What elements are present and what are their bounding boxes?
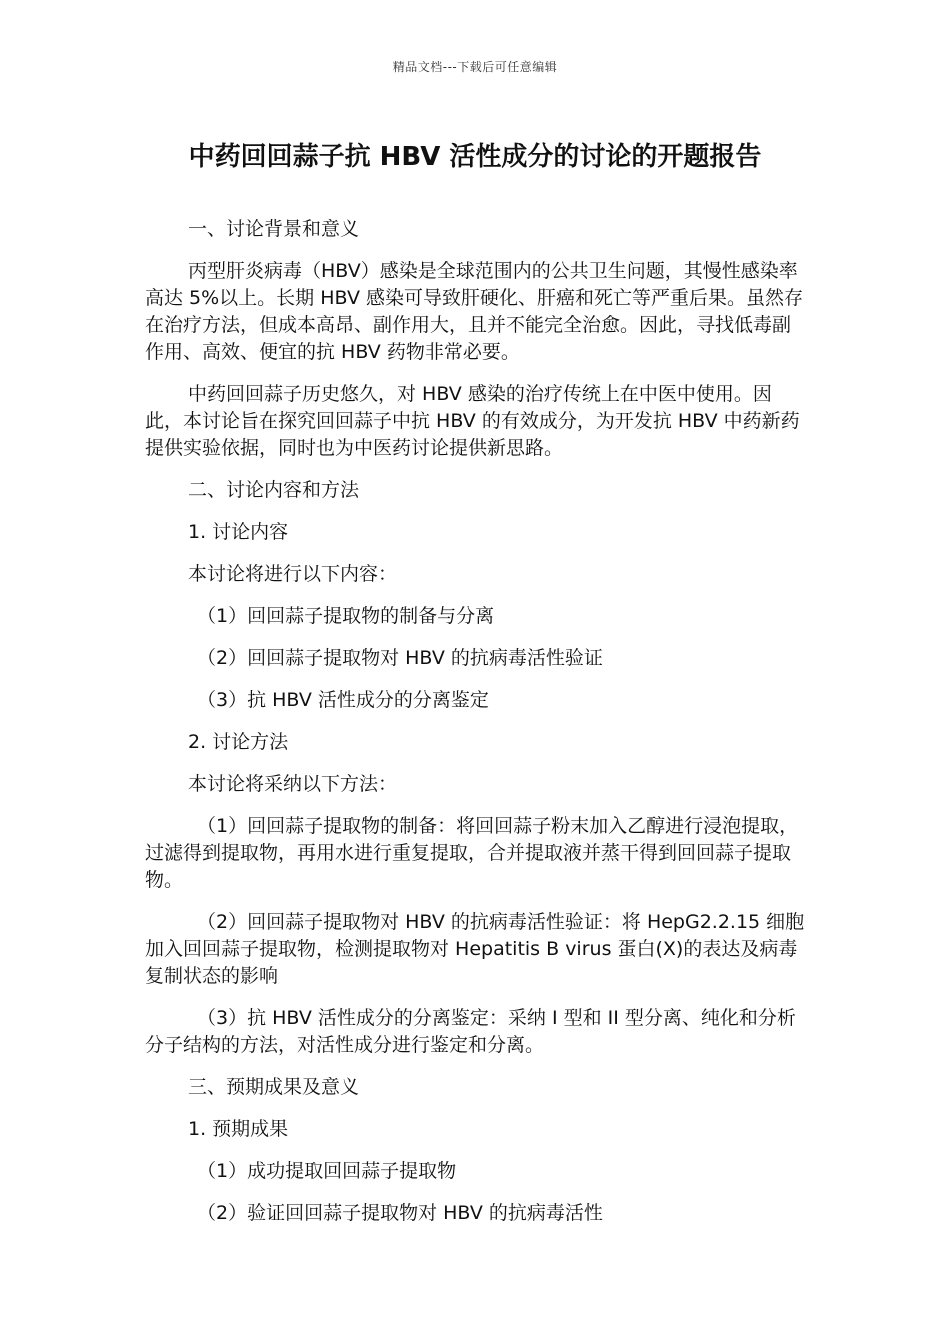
document-title: 中药回回蒜子抗 HBV 活性成分的讨论的开题报告 (188, 142, 762, 172)
document-body (145, 216, 807, 1242)
list-item: （2）回回蒜子提取物对 HBV 的抗病毒活性验证 (197, 647, 603, 669)
content-intro: 本讨论将进行以下内容： (188, 563, 398, 585)
subsection-heading-content: 1. 讨论内容 (188, 521, 289, 543)
section-heading-background: 一、讨论背景和意义 (188, 218, 360, 240)
section-heading-content-method: 二、讨论内容和方法 (188, 479, 360, 501)
section-heading-expected-results: 三、预期成果及意义 (188, 1076, 360, 1098)
method-item: （2）回回蒜子提取物对 HBV 的抗病毒活性验证：将 HepG2.2.15 细胞加入回回蒜子提取物，检测提取物对 Hepatitis B virus 蛋白(X)的表达及病毒复制状态的影响 (145, 911, 805, 987)
subsection-heading-expected: 1. 预期成果 (188, 1118, 289, 1140)
list-item: （1）成功提取回回蒜子提取物 (197, 1160, 457, 1182)
method-item: （1）回回蒜子提取物的制备：将回回蒜子粉末加入乙醇进行浸泡提取，过滤得到提取物，再用水进行重复提取，合并提取液并蒸干得到回回蒜子提取物。 (145, 815, 799, 891)
list-item: （1）回回蒜子提取物的制备与分离 (197, 605, 495, 627)
header-note: 精品文档---下载后可任意编辑 (392, 60, 558, 74)
method-intro: 本讨论将采纳以下方法： (188, 773, 398, 795)
list-item: （3）抗 HBV 活性成分的分离鉴定 (197, 689, 489, 711)
paragraph-background-2: 中药回回蒜子历史悠久，对 HBV 感染的治疗传统上在中医中使用。因此，本讨论旨在探究回回蒜子中抗 HBV 的有效成分，为开发抗 HBV 中药新药提供实验依据，同时也为中医药讨论提供新思路。 (145, 383, 800, 459)
method-item: （3）抗 HBV 活性成分的分离鉴定：采纳 I 型和 II 型分离、纯化和分析分子结构的方法，对活性成分进行鉴定和分离。 (145, 1007, 796, 1056)
list-item: （2）验证回回蒜子提取物对 HBV 的抗病毒活性 (197, 1202, 603, 1224)
subsection-heading-method: 2. 讨论方法 (188, 731, 289, 753)
paragraph-background-1: 丙型肝炎病毒（HBV）感染是全球范围内的公共卫生问题，其慢性感染率高达 5%以上。长期 HBV 感染可导致肝硬化、肝癌和死亡等严重后果。虽然存在治疗方法，但成本高昂、副作用大，且并不能完全治愈。因此，寻找低毒副作用、高效、便宜的抗 HBV 药物非常必要。 (145, 260, 803, 363)
